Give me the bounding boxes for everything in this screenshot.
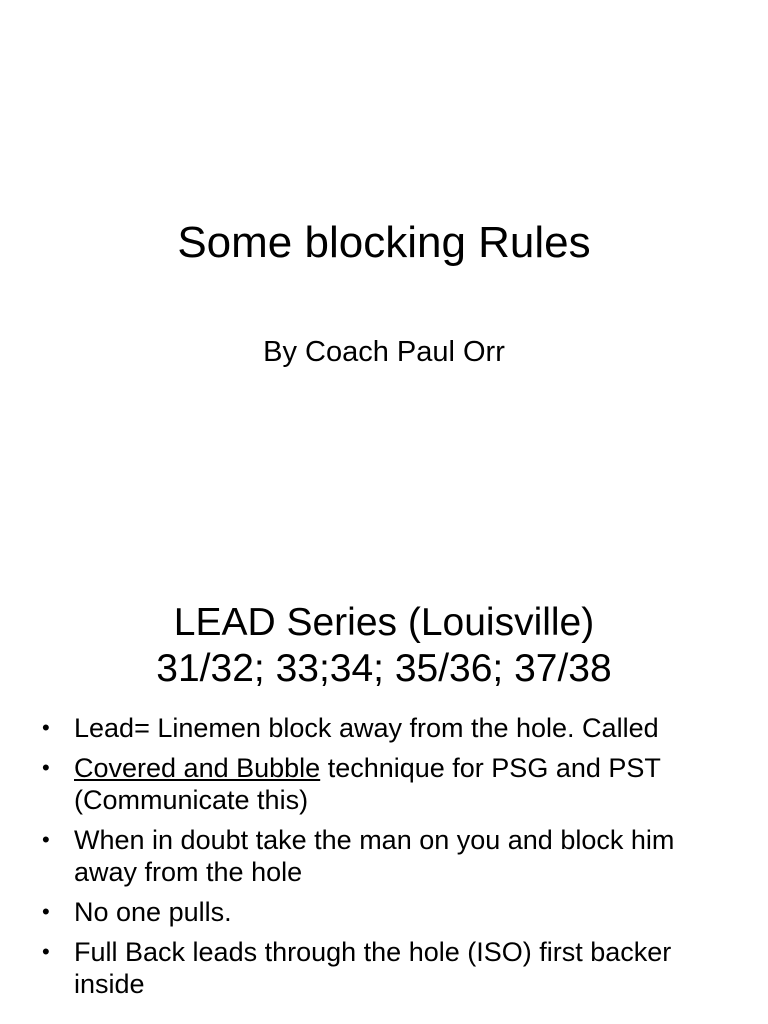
slide-subtitle: By Coach Paul Orr — [263, 336, 505, 368]
bullet-item — [42, 824, 702, 888]
bullet-item — [42, 752, 702, 816]
bullet-dot-icon: • — [42, 715, 50, 740]
section-title-line-1: LEAD Series (Louisville) — [173, 601, 595, 644]
section-title-line-2: 31/32; 33;34; 35/36; 37/38 — [156, 647, 612, 690]
bullet-underlined-text: Covered and Bubble — [74, 753, 321, 783]
slide-title: Some blocking Rules — [177, 218, 591, 267]
bullet-dot-icon: • — [42, 755, 50, 780]
bullet-text: technique for PSG and PST (Communicate this) — [74, 753, 661, 815]
bullet-text: Full Back leads through the hole (ISO) first backer inside — [74, 937, 672, 999]
section-title — [0, 600, 768, 692]
bullet-text: No one pulls. — [74, 897, 232, 927]
bullet-item — [42, 936, 702, 1000]
bullet-text: When in doubt take the man on you and block him away from the hole — [74, 825, 675, 887]
bullet-list — [42, 712, 702, 1008]
bullet-item — [42, 712, 702, 744]
bullet-dot-icon: • — [42, 939, 50, 964]
bullet-text: Lead= Linemen block away from the hole. Called — [74, 713, 659, 743]
bullet-dot-icon: • — [42, 899, 50, 924]
bullet-item — [42, 896, 702, 928]
bullet-dot-icon: • — [42, 827, 50, 852]
